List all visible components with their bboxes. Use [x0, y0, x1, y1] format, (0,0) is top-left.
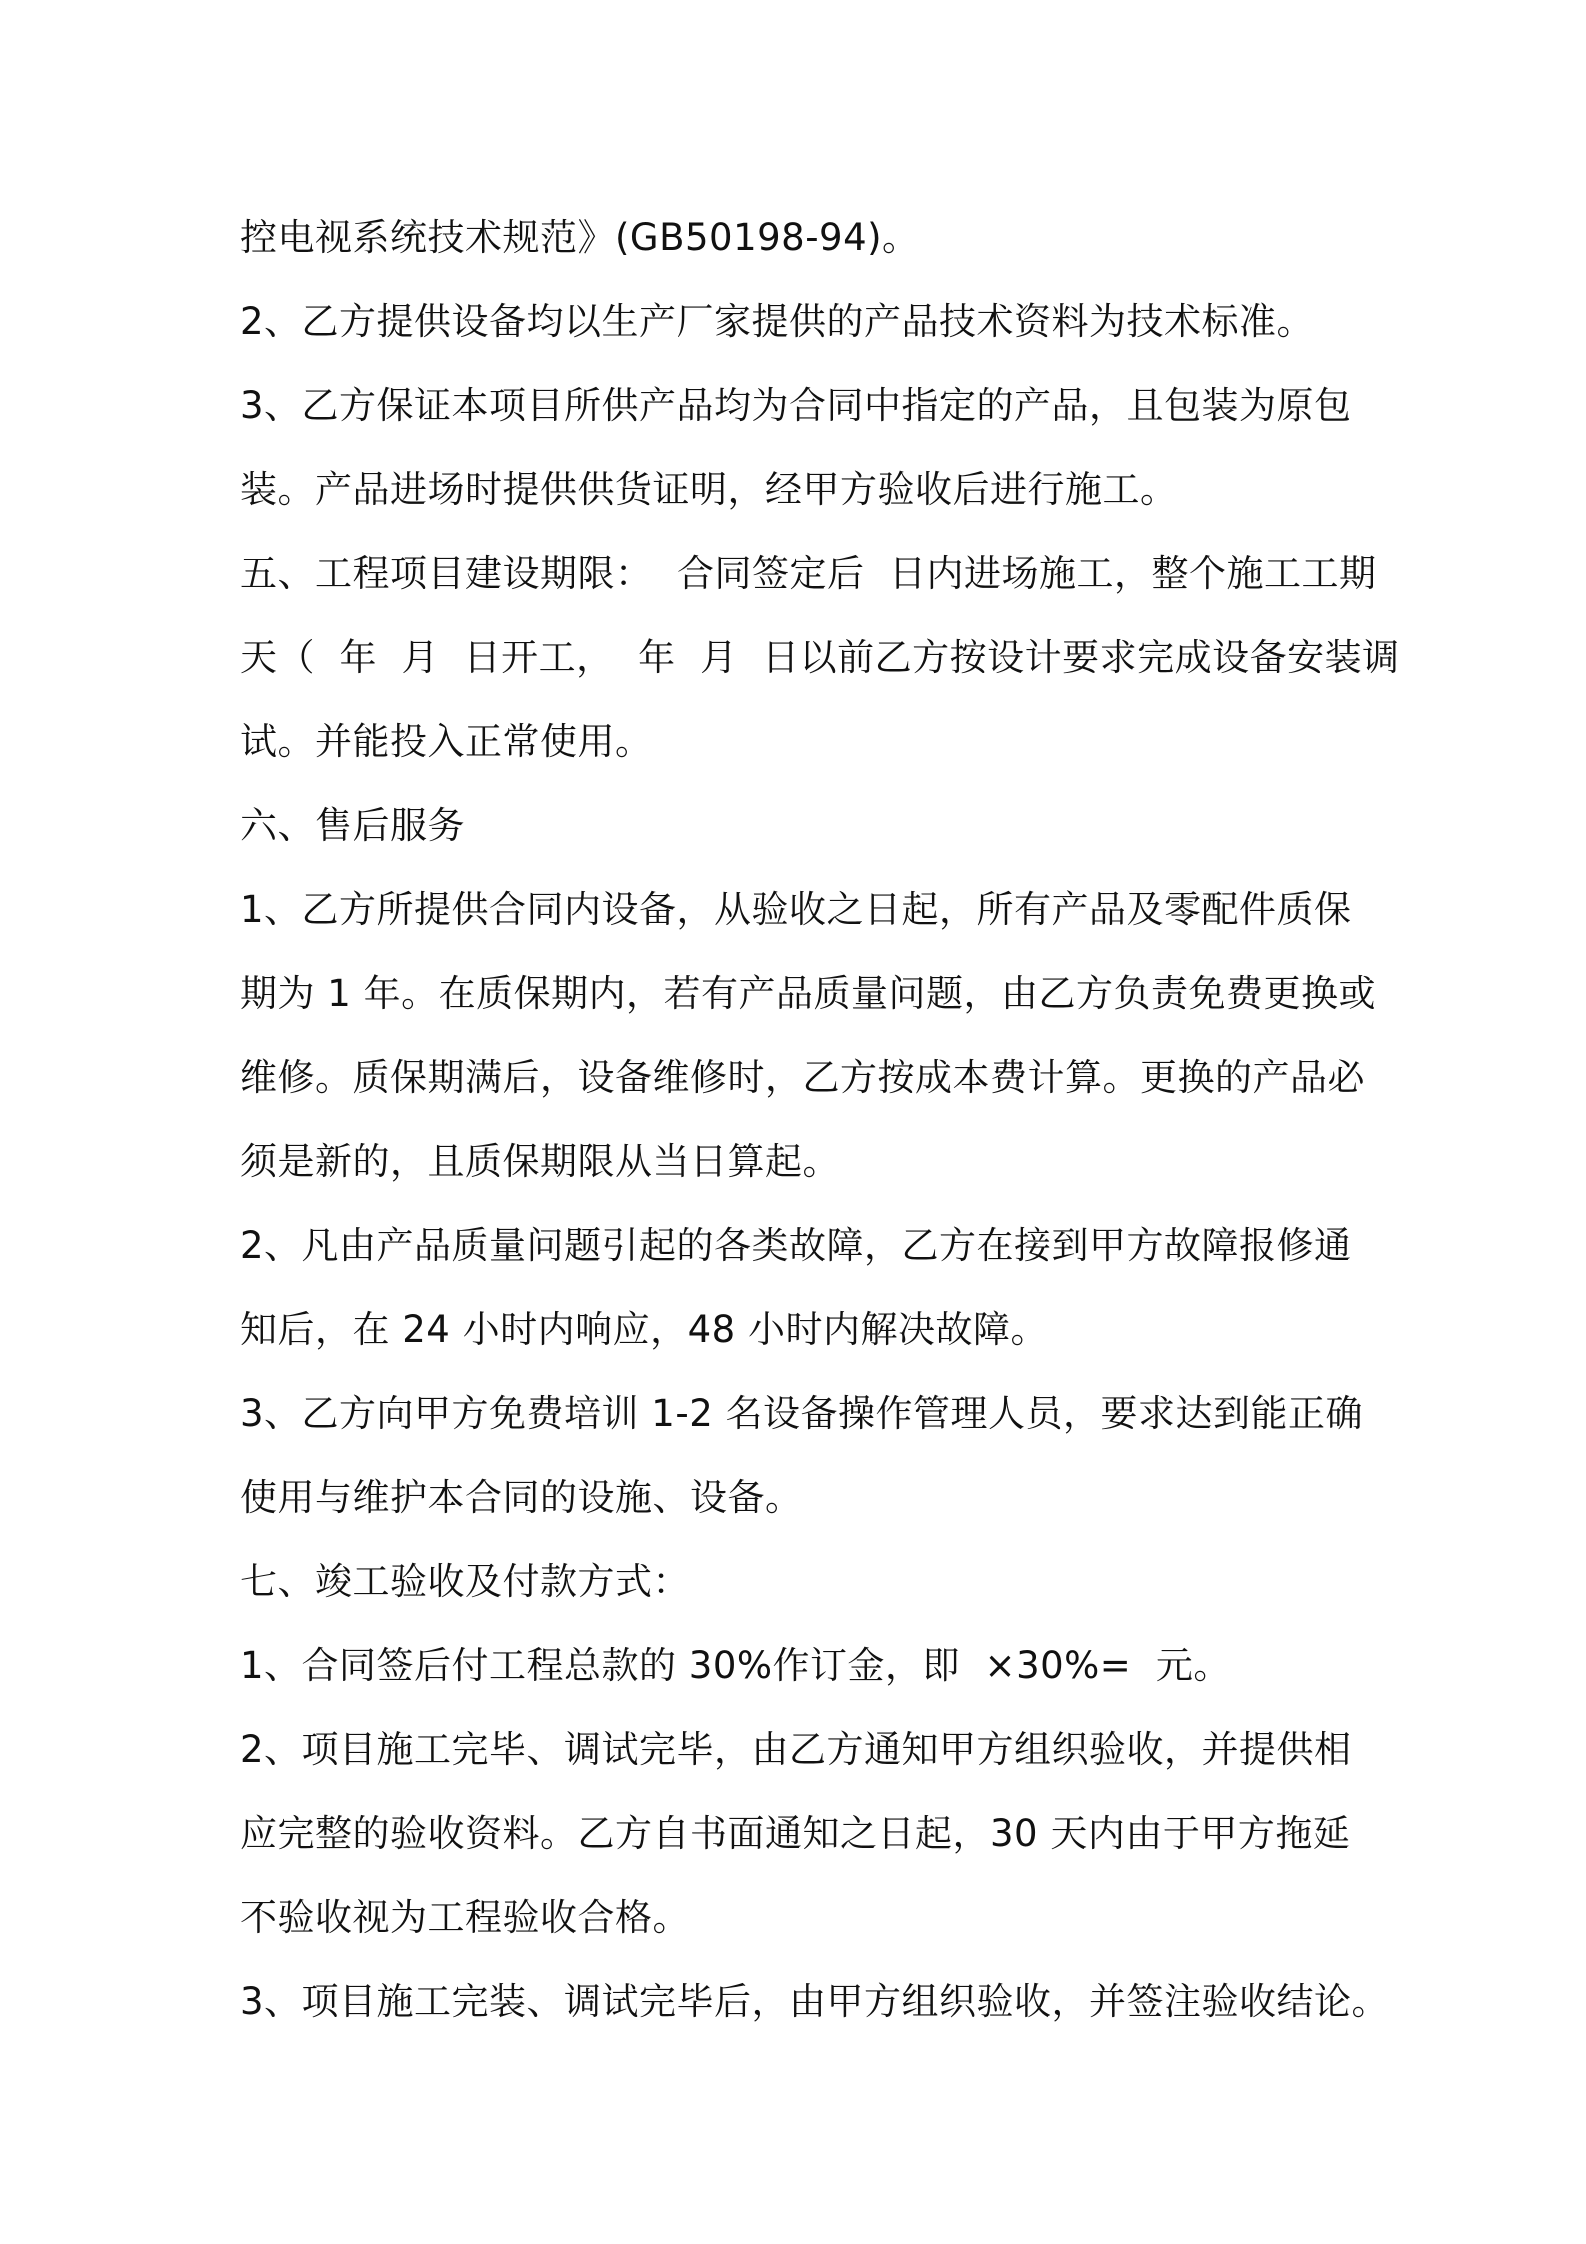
text-line: 应完整的验收资料。乙方自书面通知之日起，30 天内由于甲方拖延 — [240, 1812, 1351, 1855]
text-line: 维修。质保期满后，设备维修时，乙方按成本费计算。更换的产品必 — [240, 1056, 1365, 1099]
text-line: 须是新的，且质保期限从当日算起。 — [240, 1140, 840, 1183]
text-line: 3、乙方保证本项目所供产品均为合同中指定的产品，且包装为原包 — [240, 384, 1352, 427]
document-body — [240, 196, 1400, 2044]
text-line: 试。并能投入正常使用。 — [240, 720, 653, 763]
text-line: 天（ 年 月 日开工， 年 月 日以前乙方按设计要求完成设备安装调 — [240, 636, 1400, 679]
text-line: 2、乙方提供设备均以生产厂家提供的产品技术资料为技术标准。 — [240, 300, 1315, 343]
text-line: 1、乙方所提供合同内设备，从验收之日起，所有产品及零配件质保 — [240, 888, 1352, 931]
text-line: 3、乙方向甲方免费培训 1-2 名设备操作管理人员，要求达到能正确 — [240, 1392, 1363, 1435]
text-line: 期为 1 年。在质保期内，若有产品质量问题，由乙方负责免费更换或 — [240, 972, 1377, 1015]
text-line: 不验收视为工程验收合格。 — [240, 1896, 690, 1939]
text-line: 知后，在 24 小时内响应，48 小时内解决故障。 — [240, 1308, 1048, 1351]
text-line: 控电视系统技术规范》(GB50198-94)。 — [240, 216, 920, 259]
section-heading-5: 五、工程项目建设期限： 合同签定后 日内进场施工，整个施工工期 — [240, 552, 1377, 595]
text-line: 使用与维护本合同的设施、设备。 — [240, 1476, 803, 1519]
section-heading-7: 七、竣工验收及付款方式： — [240, 1560, 690, 1603]
text-line: 2、项目施工完毕、调试完毕，由乙方通知甲方组织验收，并提供相 — [240, 1728, 1352, 1771]
section-heading-6: 六、售后服务 — [240, 804, 465, 847]
text-line: 装。产品进场时提供供货证明，经甲方验收后进行施工。 — [240, 468, 1178, 511]
text-line: 2、凡由产品质量问题引起的各类故障，乙方在接到甲方故障报修通 — [240, 1224, 1352, 1267]
text-line: 3、项目施工完装、调试完毕后，由甲方组织验收，并签注验收结论。 — [240, 1980, 1390, 2023]
text-line: 1、合同签后付工程总款的 30%作订金，即 ×30%= 元。 — [240, 1644, 1231, 1687]
